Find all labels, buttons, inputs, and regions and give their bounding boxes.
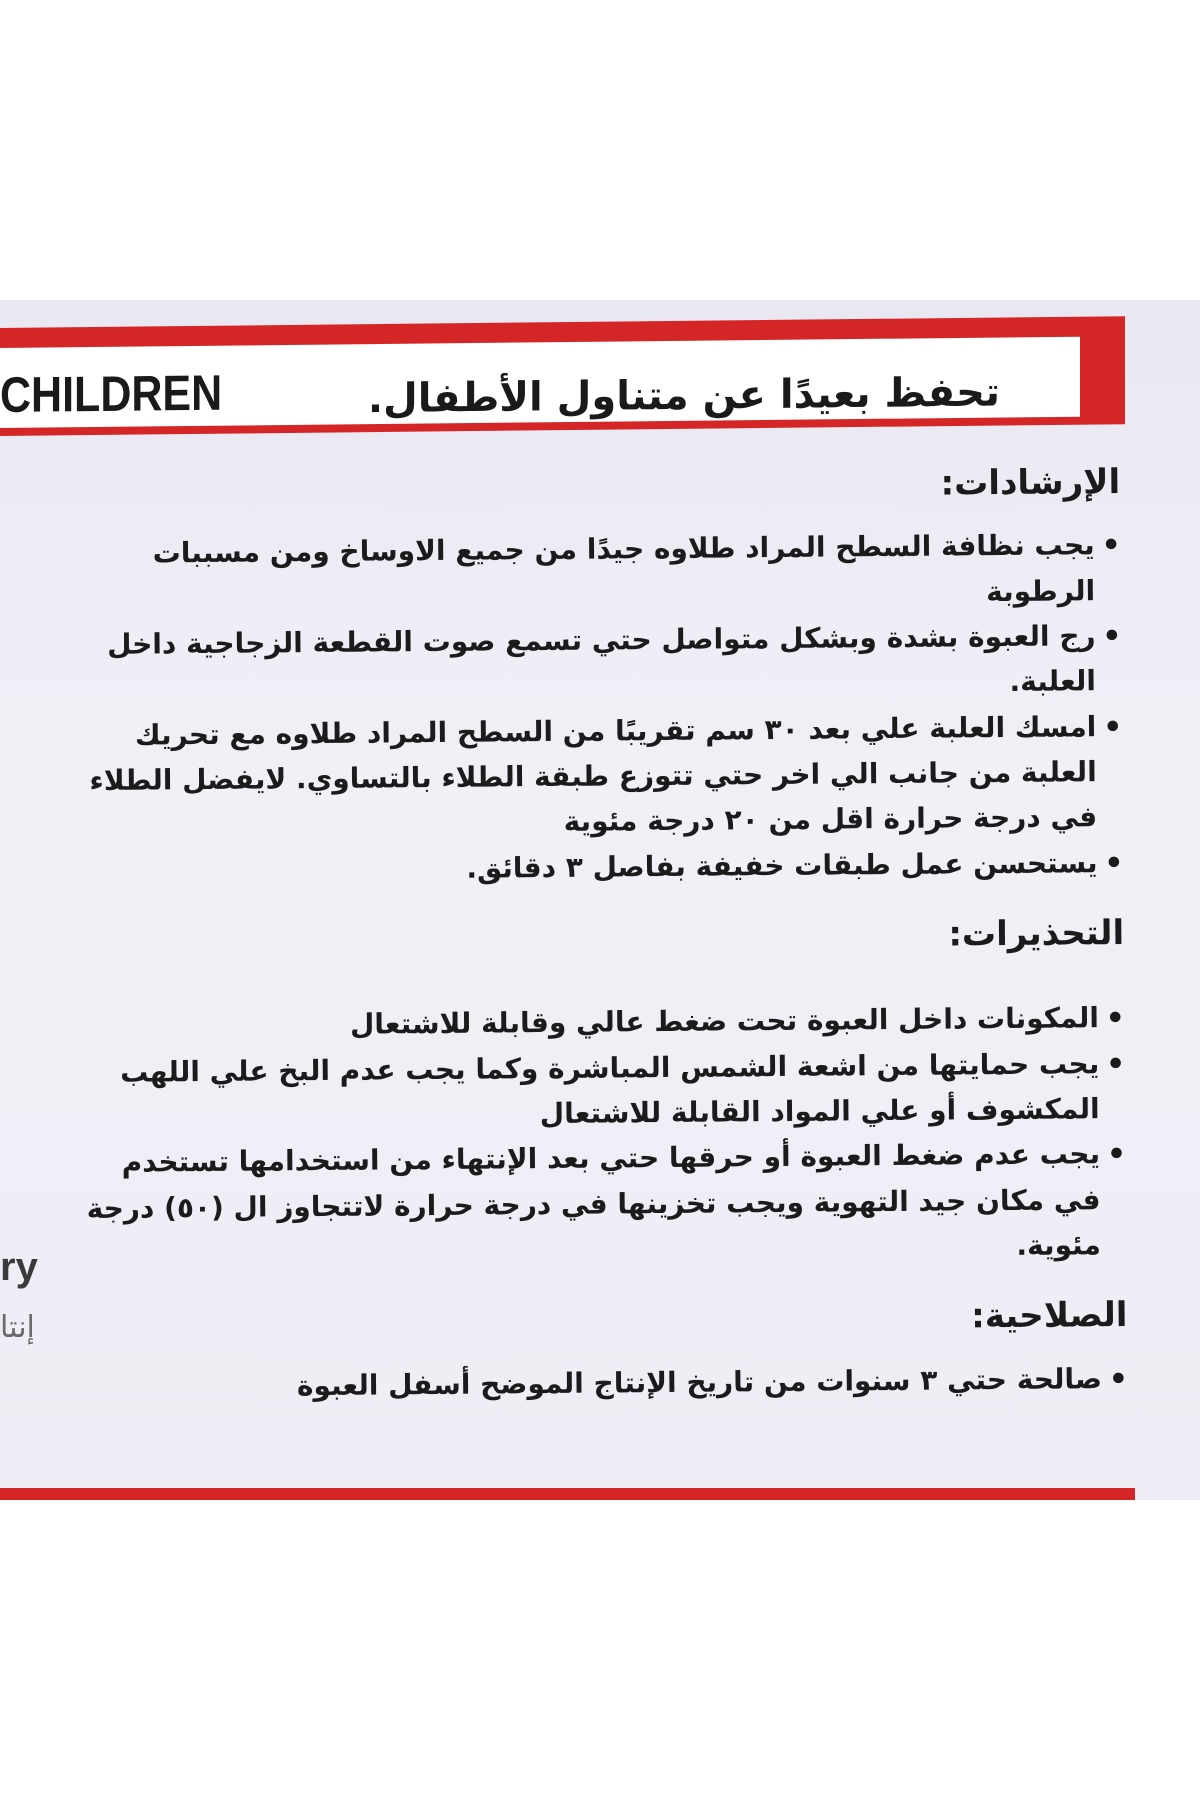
banner-arabic-text: تحفظ بعيدًا عن متناول الأطفال. [367, 369, 1000, 423]
edge-fragment-english: ry [0, 1245, 38, 1289]
list-item: • صالحة حتي ٣ سنوات من تاريخ الإنتاج الموضح أسفل العبوة [68, 1356, 1128, 1411]
list-item: • يجب نظافة السطح المراد طلاوه جيدًا من جميع الاوساخ ومن مسببات الرطوبة [61, 522, 1122, 622]
product-label-photo [0, 300, 1200, 1500]
list-item: • يجب حمايتها من اشعة الشمس المباشرة وكما يجب عدم البخ علي اللهب المكشوف أو علي المواد القابلة للاشتعال [65, 1041, 1126, 1141]
validity-section [67, 1293, 1128, 1410]
banner-english-text: CHILDREN [0, 364, 223, 423]
bottom-red-stripe [0, 1488, 1135, 1500]
instructions-section [60, 460, 1124, 894]
instructions-heading: الإرشادات: [940, 461, 1121, 504]
warnings-section [64, 911, 1127, 1277]
validity-list [68, 1356, 1128, 1411]
instructions-list [61, 522, 1124, 894]
edge-fragment-arabic: إنتا [0, 1310, 35, 1345]
list-item: • رج العبوة بشدة وبشكل متواصل حتي تسمع صوت القطعة الزجاجية داخل العلبة. [61, 613, 1122, 713]
validity-heading: الصلاحية: [970, 1295, 1128, 1337]
warnings-list [65, 995, 1127, 1276]
list-item: • المكونات داخل العبوة تحت ضغط عالي وقابلة للاشتعال [65, 995, 1125, 1050]
list-item: • امسك العلبة علي بعد ٣٠ سم تقريبًا من السطح المراد طلاوه مع تحريك العلبة من جانب الي اخر حتي تتوزع طبقة الطلاء بالتساوي. لايفضل الطلاء في درجة حرارة اقل من ٢٠ درجة مئوية [62, 704, 1123, 849]
warnings-heading: التحذيرات: [948, 913, 1125, 955]
list-item: • يستحسن عمل طبقات خفيفة بفاصل ٣ دقائق. [63, 840, 1123, 895]
list-item: • يجب عدم ضغط العبوة أو حرقها حتي بعد الإنتهاء من استخدامها تستخدم في مكان جيد التهوية ويجب تخزينها في درجة حرارة لاتتجاوز ال (٥٠) درجة مئوية. [66, 1131, 1127, 1276]
label-content [60, 460, 1128, 1436]
warning-banner [0, 316, 1125, 436]
